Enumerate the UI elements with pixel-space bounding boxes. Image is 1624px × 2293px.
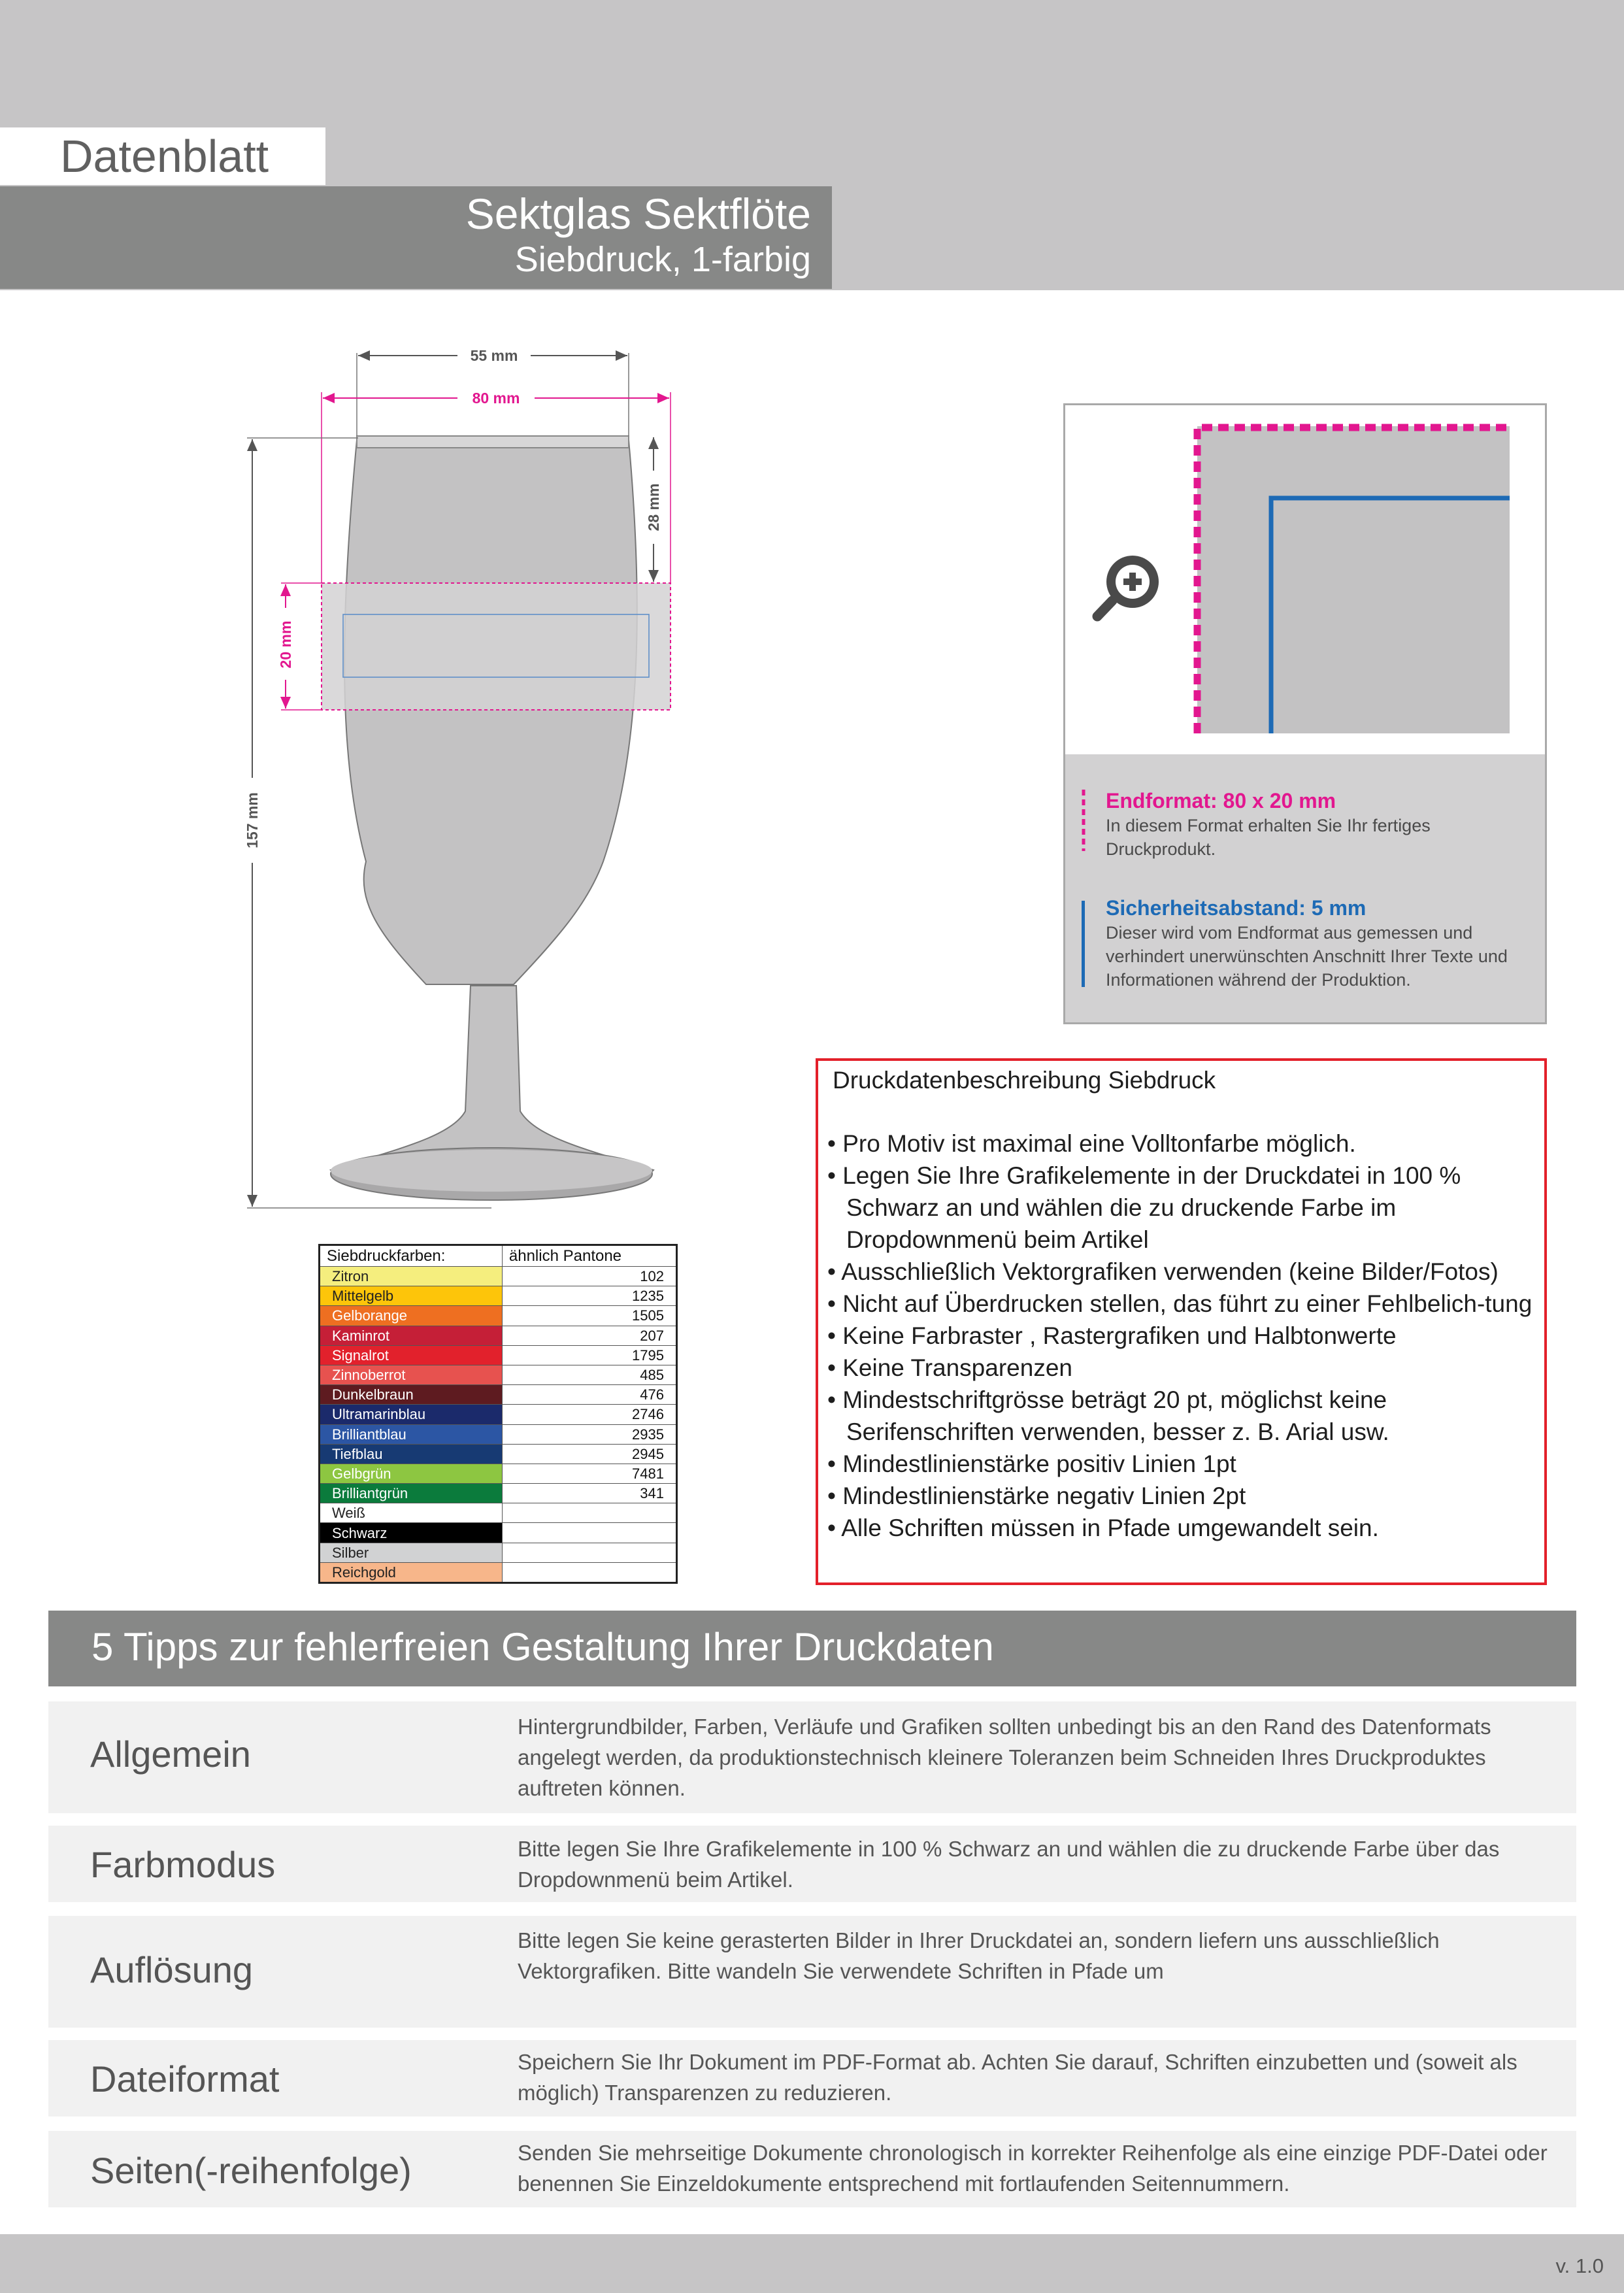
druckdaten-item: • Keine Transparenzen — [827, 1352, 1540, 1384]
druckdaten-item: • Pro Motiv ist maximal eine Volltonfarbe möglich. — [827, 1128, 1540, 1160]
print-height-label: 20 mm — [277, 620, 294, 669]
color-table-row — [320, 1405, 677, 1424]
color-swatch-name: Dunkelbraun — [320, 1385, 503, 1405]
sicherheit-text: Dieser wird vom Endformat aus gemessen und verhindert unerwünschten Anschnitt Ihrer Texte und Informationen während der Produktion. — [1106, 923, 1508, 990]
tip-label: Auflösung — [90, 1949, 254, 1990]
endformat-marker — [1080, 790, 1087, 851]
color-swatch-name: Silber — [320, 1543, 503, 1562]
color-swatch-name: Zinnoberrot — [320, 1365, 503, 1384]
color-swatch-name: Mittelgelb — [320, 1286, 503, 1306]
druckdaten-item: • Legen Sie Ihre Grafikelemente in der Druckdatei in 100 % Schwarz an und wählen die zu druckende Farbe im Dropdownmenü beim Artikel — [827, 1160, 1540, 1256]
sicherheit-title: Sicherheitsabstand: 5 mm — [1106, 896, 1367, 920]
druckdaten-heading: Druckdatenbeschreibung Siebdruck — [833, 1067, 1216, 1094]
pantone-column-header: ähnlich Pantone — [502, 1245, 676, 1267]
version-label: v. 1.0 — [1555, 2254, 1604, 2277]
color-swatch-name: Zitron — [320, 1267, 503, 1286]
pantone-value: 7481 — [502, 1464, 676, 1483]
product-title: Sektglas Sektflöte — [465, 190, 811, 238]
pantone-value — [502, 1523, 676, 1543]
color-table-row — [320, 1543, 677, 1562]
color-swatch-name: Gelborange — [320, 1306, 503, 1326]
pantone-value: 485 — [502, 1365, 676, 1384]
color-table-row — [320, 1523, 677, 1543]
druckdaten-list — [827, 1128, 1540, 1544]
color-swatch-name: Tiefblau — [320, 1444, 503, 1464]
glass-technical-drawing — [0, 290, 719, 1258]
druckdaten-item: • Mindestlinienstärke positiv Linien 1pt — [827, 1448, 1540, 1480]
total-height-label: 157 mm — [244, 792, 261, 848]
pantone-value — [502, 1503, 676, 1523]
sicherheit-marker — [1082, 901, 1085, 987]
color-table-row — [320, 1345, 677, 1365]
tip-label: Allgemein — [90, 1733, 251, 1775]
pantone-value: 1505 — [502, 1306, 676, 1326]
color-table-row — [320, 1464, 677, 1483]
color-table-row — [320, 1286, 677, 1306]
color-swatch-name: Reichgold — [320, 1562, 503, 1582]
tip-text: Hintergrundbilder, Farben, Verläufe und Grafiken sollten unbedingt bis an den Rand des Datenformats angelegt werden, da produktionstechnisch kleinere Toleranzen beim Schneiden Ihres Druckproduktes auftreten können. — [518, 1715, 1491, 1800]
color-swatch-name: Schwarz — [320, 1523, 503, 1543]
color-table-row — [320, 1365, 677, 1384]
tips-heading: 5 Tipps zur fehlerfreien Gestaltung Ihrer Druckdaten — [91, 1625, 994, 1669]
glass-outline — [331, 436, 654, 1200]
tip-text: Bitte legen Sie Ihre Grafikelemente in 100 % Schwarz an und wählen die zu druckende Farbe über das Dropdownmenü beim Artikel. — [518, 1837, 1500, 1892]
siebdruck-color-table — [318, 1244, 678, 1584]
zoom-in-icon — [1097, 556, 1159, 616]
pantone-value: 1795 — [502, 1345, 676, 1365]
datenblatt-label: Datenblatt — [60, 131, 269, 182]
tip-label: Dateiformat — [90, 2058, 280, 2100]
width-top-label: 55 mm — [470, 347, 518, 364]
druckdaten-item: • Nicht auf Überdrucken stellen, das führt zu einer Fehlbelich-tung — [827, 1288, 1540, 1320]
color-swatch-name: Ultramarinblau — [320, 1405, 503, 1424]
color-swatch-name: Brilliantblau — [320, 1424, 503, 1444]
druckdaten-item: • Ausschließlich Vektorgrafiken verwenden (keine Bilder/Fotos) — [827, 1256, 1540, 1288]
druckdaten-item: • Alle Schriften müssen in Pfade umgewandelt sein. — [827, 1512, 1540, 1544]
product-subtitle: Siebdruck, 1-farbig — [514, 240, 811, 279]
footer-band — [0, 2234, 1624, 2293]
endformat-title: Endformat: 80 x 20 mm — [1106, 789, 1336, 812]
color-table-row — [320, 1326, 677, 1345]
color-swatch-name: Gelbgrün — [320, 1464, 503, 1483]
color-table-header — [320, 1245, 677, 1267]
color-swatch-name: Signalrot — [320, 1345, 503, 1365]
preview-area — [1197, 426, 1510, 733]
top-offset-label: 28 mm — [645, 483, 662, 531]
color-swatch-name: Weiß — [320, 1503, 503, 1523]
tip-label: Seiten(-reihenfolge) — [90, 2150, 412, 2191]
color-swatch-name: Kaminrot — [320, 1326, 503, 1345]
pantone-value — [502, 1543, 676, 1562]
pantone-value: 1235 — [502, 1286, 676, 1306]
color-swatch-name: Brilliantgrün — [320, 1484, 503, 1503]
druckdaten-item: • Keine Farbraster , Rastergrafiken und Halbtonwerte — [827, 1320, 1540, 1352]
druckdaten-item: • Mindestschriftgrösse beträgt 20 pt, möglichst keine Serifenschriften verwenden, besser z. B. Arial usw. — [827, 1384, 1540, 1448]
pantone-value: 207 — [502, 1326, 676, 1345]
color-table-row — [320, 1484, 677, 1503]
print-area — [322, 583, 671, 710]
color-column-header: Siebdruckfarben: — [320, 1245, 503, 1267]
color-table-row — [320, 1503, 677, 1523]
tip-text: Bitte legen Sie keine gerasterten Bilder in Ihrer Druckdatei an, sondern liefern uns ausschließlich Vektorgrafiken. Bitte wandeln Sie verwendete Schriften in Pfade um — [518, 1928, 1440, 1983]
color-table-row — [320, 1385, 677, 1405]
pantone-value — [502, 1562, 676, 1582]
pantone-value: 2935 — [502, 1424, 676, 1444]
pantone-value: 476 — [502, 1385, 676, 1405]
tip-label: Farbmodus — [90, 1844, 276, 1885]
pantone-value: 102 — [502, 1267, 676, 1286]
pantone-value: 2945 — [502, 1444, 676, 1464]
tip-text: Senden Sie mehrseitige Dokumente chronologisch in korrekter Reihenfolge als eine einzige PDF-Datei oder benennen Sie Einzeldokumente entsprechend mit fortlaufenden Seitennummern. — [518, 2141, 1548, 2196]
print-width-label: 80 mm — [472, 390, 520, 407]
pantone-value: 2746 — [502, 1405, 676, 1424]
endformat-text: In diesem Format erhalten Sie Ihr fertiges Druckprodukt. — [1106, 816, 1431, 859]
tip-text: Speichern Sie Ihr Dokument im PDF-Format ab. Achten Sie darauf, Schriften einzubetten und (soweit als möglich) Transparenzen zu reduzieren. — [518, 2050, 1517, 2105]
druckdaten-item: • Mindestlinienstärke negativ Linien 2pt — [827, 1480, 1540, 1512]
color-table-row — [320, 1424, 677, 1444]
color-table-row — [320, 1306, 677, 1326]
color-table-row — [320, 1562, 677, 1582]
pantone-value: 341 — [502, 1484, 676, 1503]
format-preview — [1065, 405, 1545, 754]
color-table-row — [320, 1444, 677, 1464]
color-table-row — [320, 1267, 677, 1286]
